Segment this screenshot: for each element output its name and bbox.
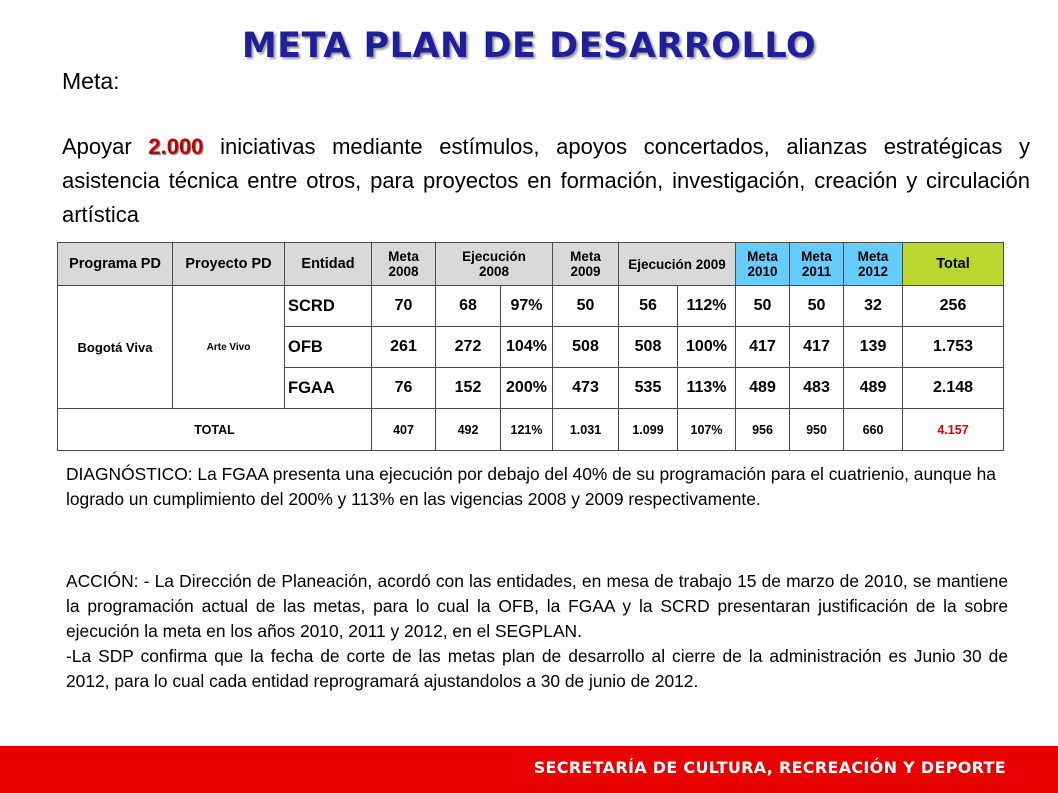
header-ejecucion-2008: Ejecución 2008 xyxy=(436,243,553,286)
diagnostico-text: DIAGNÓSTICO: La FGAA presenta una ejecución por debajo del 40% de su programación para el cuatrienio, aunque ha logrado un cumplimiento del 200% y 113% en las vigencias 2008 y 2009 respectivamente. xyxy=(66,464,996,509)
cell-ejecucion-2008: 272 xyxy=(436,327,501,368)
header-proyecto: Proyecto PD xyxy=(173,243,285,286)
header-meta-2012: Meta 2012 xyxy=(844,243,903,286)
cell-total: 1.753 xyxy=(903,327,1004,368)
cell-meta-2009: 50 xyxy=(553,286,619,327)
cell-meta-2010: 417 xyxy=(736,327,790,368)
table-row xyxy=(58,286,1004,327)
cell-entidad: FGAA xyxy=(285,368,372,409)
header-meta-2011: Meta 2011 xyxy=(790,243,844,286)
header-meta-2008: Meta 2008 xyxy=(372,243,436,286)
cell-ejecucion-2008: 492 xyxy=(436,409,501,451)
intro-highlight: 2.000 xyxy=(148,134,204,159)
cell-entidad: OFB xyxy=(285,327,372,368)
cell-pct-2009: 113% xyxy=(678,368,736,409)
cell-meta-2010: 956 xyxy=(736,409,790,451)
header-ejecucion-2009: Ejecución 2009 xyxy=(619,243,736,286)
cell-meta-2008: 70 xyxy=(372,286,436,327)
cell-total: 256 xyxy=(903,286,1004,327)
cell-meta-2009: 508 xyxy=(553,327,619,368)
cell-grand-total: 4.157 xyxy=(903,409,1004,451)
cell-meta-2012: 32 xyxy=(844,286,903,327)
table-total-row xyxy=(58,409,1004,451)
meta-label: Meta: xyxy=(62,68,120,94)
cell-pct-2008: 200% xyxy=(501,368,553,409)
cell-ejecucion-2009: 535 xyxy=(619,368,678,409)
cell-meta-2010: 489 xyxy=(736,368,790,409)
cell-meta-2009: 473 xyxy=(553,368,619,409)
cell-proyecto: Arte Vivo xyxy=(173,286,285,409)
cell-programa: Bogotá Viva xyxy=(58,286,173,409)
cell-meta-2008: 261 xyxy=(372,327,436,368)
cell-meta-2009: 1.031 xyxy=(553,409,619,451)
cell-entidad: SCRD xyxy=(285,286,372,327)
accion-paragraph-2: -La SDP confirma que la fecha de corte de las metas plan de desarrollo al cierre de la administración es Junio 30 de 2012, para lo cual cada entidad reprogramará ajustandolos a 30 de junio de 2012. xyxy=(66,646,1008,691)
cell-ejecucion-2008: 152 xyxy=(436,368,501,409)
cell-meta-2011: 950 xyxy=(790,409,844,451)
cell-ejecucion-2009: 1.099 xyxy=(619,409,678,451)
cell-meta-2012: 489 xyxy=(844,368,903,409)
footer-organization: SECRETARÍA DE CULTURA, RECREACIÓN Y DEPORTE xyxy=(533,758,1006,777)
cell-meta-2008: 407 xyxy=(372,409,436,451)
cell-ejecucion-2008: 68 xyxy=(436,286,501,327)
cell-pct-2008: 97% xyxy=(501,286,553,327)
cell-pct-2008: 104% xyxy=(501,327,553,368)
cell-meta-2010: 50 xyxy=(736,286,790,327)
intro-after: iniciativas mediante estímulos, apoyos concertados, alianzas estratégicas y asistencia técnica entre otros, para proyectos en formación, investigación, creación y circulación artística xyxy=(62,134,1030,227)
page-title: META PLAN DE DESARROLLO xyxy=(241,26,817,66)
header-total: Total xyxy=(903,243,1004,286)
meta-description xyxy=(62,130,1030,232)
footer-bar xyxy=(0,746,1058,793)
header-meta-2010: Meta 2010 xyxy=(736,243,790,286)
cell-meta-2011: 483 xyxy=(790,368,844,409)
cell-pct-2009: 112% xyxy=(678,286,736,327)
cell-total: 2.148 xyxy=(903,368,1004,409)
table-header-row xyxy=(58,243,1004,286)
cell-meta-2012: 139 xyxy=(844,327,903,368)
cell-ejecucion-2009: 56 xyxy=(619,286,678,327)
intro-before: Apoyar xyxy=(62,134,149,159)
goals-table xyxy=(57,242,1004,451)
cell-pct-2009: 107% xyxy=(678,409,736,451)
accion-paragraph-1: ACCIÓN: - La Dirección de Planeación, acordó con las entidades, en mesa de trabajo 15 de marzo de 2010, se mantiene la programación actual de las metas, para lo cual la OFB, la FGAA y la SCRD presentaran justificación de la sobre ejecución la meta en los años 2010, 2011 y 2012, en el SEGPLAN. xyxy=(66,571,1008,641)
cell-meta-2012: 660 xyxy=(844,409,903,451)
header-entidad: Entidad xyxy=(285,243,372,286)
accion-text xyxy=(66,569,1008,694)
cell-meta-2011: 417 xyxy=(790,327,844,368)
header-meta-2009: Meta 2009 xyxy=(553,243,619,286)
cell-ejecucion-2009: 508 xyxy=(619,327,678,368)
cell-pct-2008: 121% xyxy=(501,409,553,451)
cell-pct-2009: 100% xyxy=(678,327,736,368)
cell-meta-2011: 50 xyxy=(790,286,844,327)
header-programa: Programa PD xyxy=(58,243,173,286)
cell-meta-2008: 76 xyxy=(372,368,436,409)
cell-total-label: TOTAL xyxy=(58,409,372,451)
